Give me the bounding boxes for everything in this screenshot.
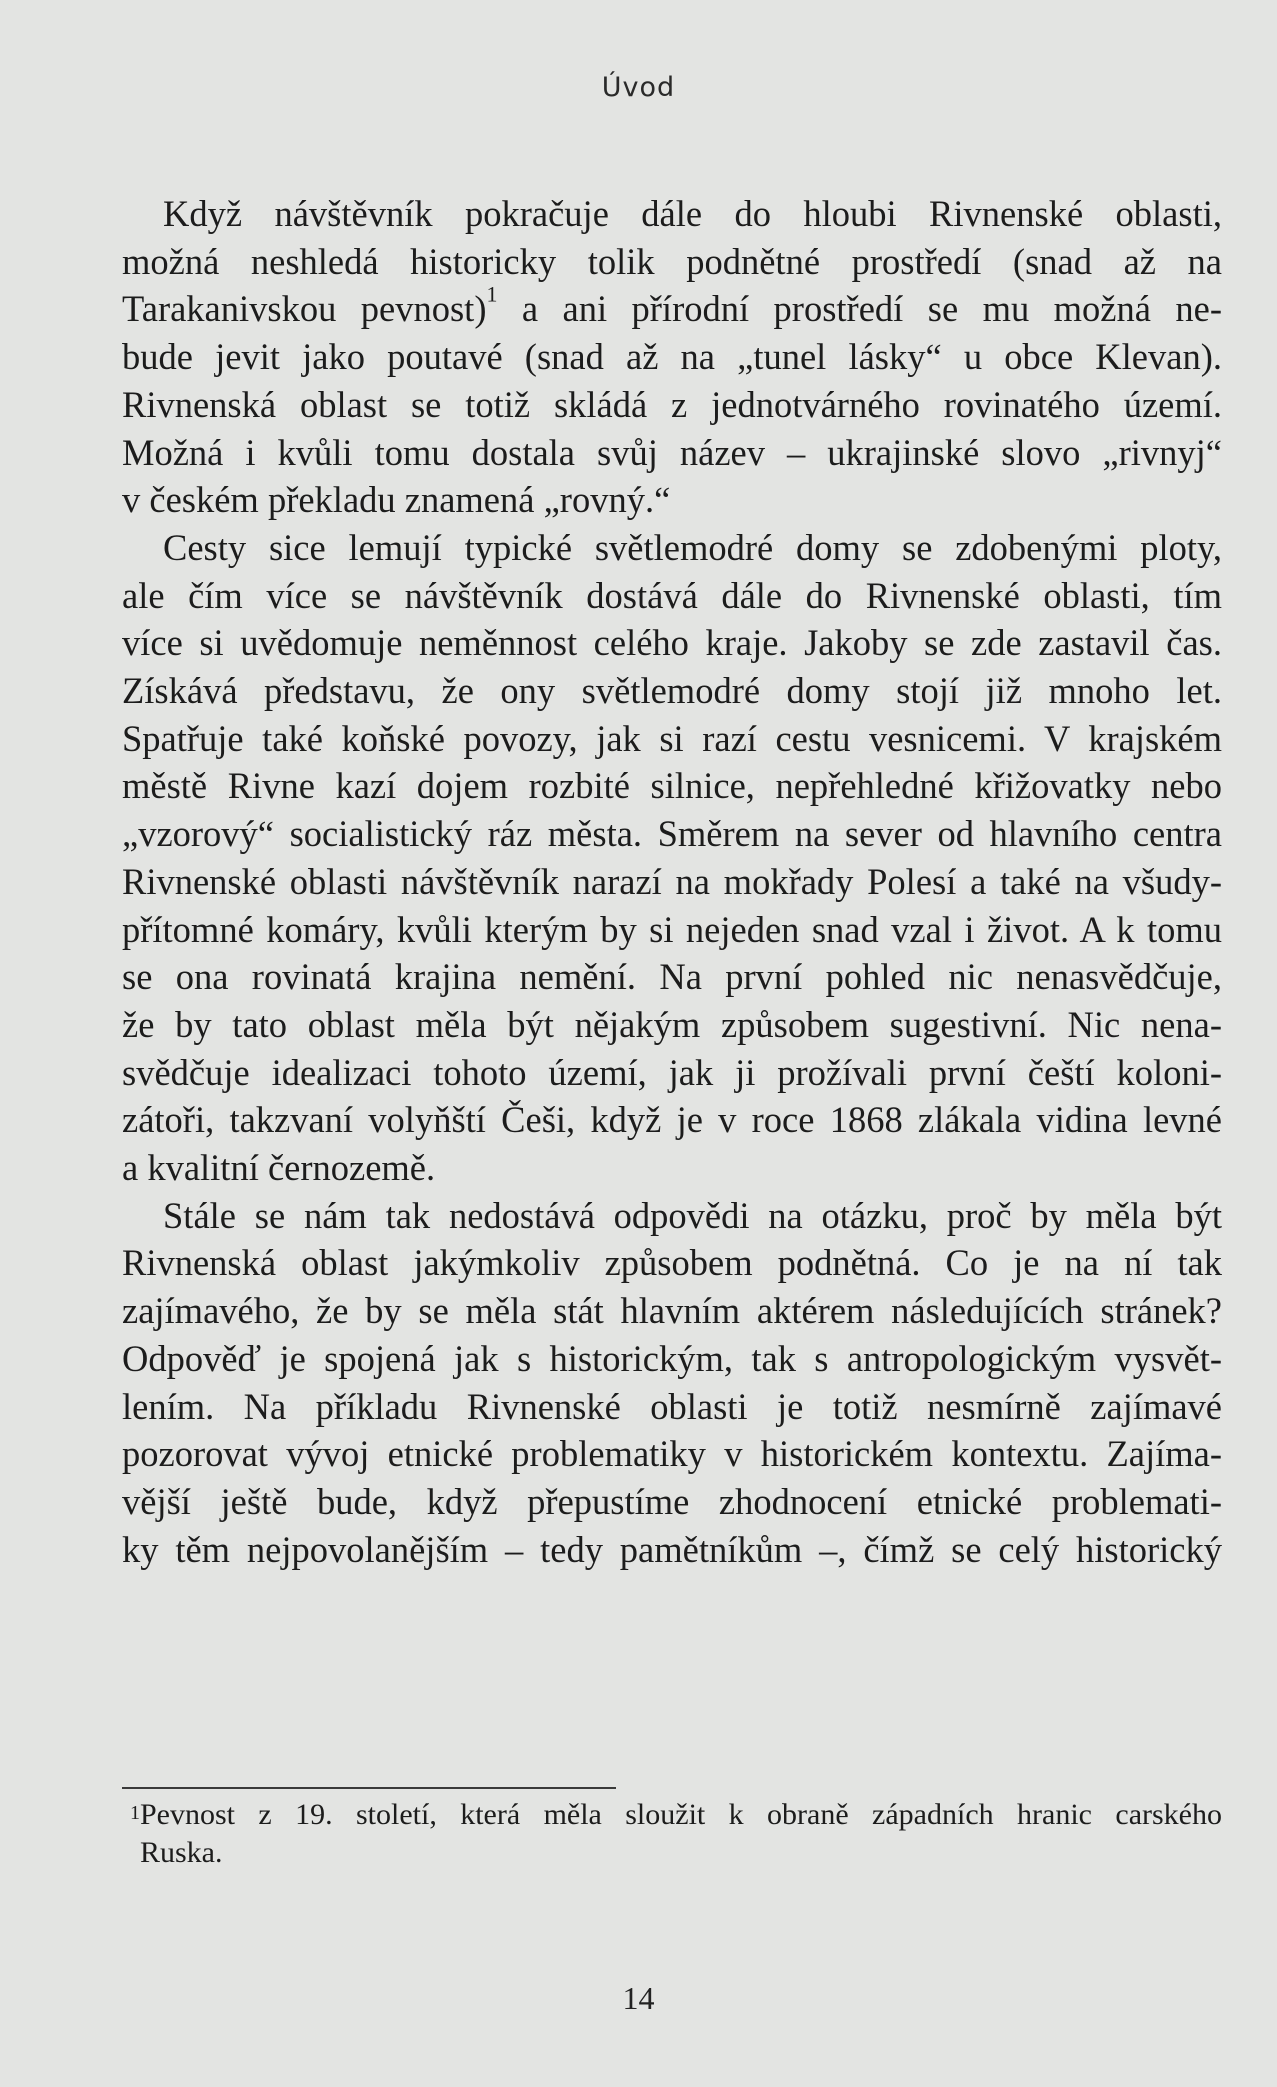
text-line-content: Rivnenské oblasti návštěvník narazí na mokřady Polesí a také na všudy- (122, 860, 1222, 902)
text-line-content: více si uvědomuje neměnnost celého kraje. Jakoby se zde zastavil čas. (122, 622, 1222, 664)
text-line (122, 953, 1222, 1001)
text-line (122, 858, 1222, 906)
text-line-content: se ona rovinatá krajina nemění. Na první pohled nic nenasvědčuje, (122, 956, 1222, 998)
text-line-content: Rivnenská oblast se totiž skládá z jednotvárného rovinatého území. (122, 383, 1222, 425)
text-line-content: Odpověď je spojená jak s historickým, tak s antropologickým vysvět- (122, 1337, 1222, 1379)
body-text (122, 190, 1222, 1573)
text-line (122, 1430, 1222, 1478)
footnote-line: Ruska. (140, 1836, 223, 1869)
text-line-content: Získává představu, že ony světlemodré domy stojí již mnoho let. (122, 670, 1222, 712)
footnote-marker: 1 (130, 1802, 140, 1824)
text-line-content: Stále se nám tak nedostává odpovědi na otázku, proč by měla být (163, 1194, 1222, 1236)
text-line-content: že by tato oblast měla být nějakým způsobem sugestivní. Nic nena- (122, 1003, 1222, 1045)
text-line (122, 1335, 1222, 1383)
text-line (122, 762, 1222, 810)
text-line (122, 476, 1222, 524)
text-line-content: svědčuje idealizaci tohoto území, jak ji prožívali první čeští koloni- (122, 1051, 1222, 1093)
text-line (122, 906, 1222, 954)
text-line-content: městě Rivne kazí dojem rozbité silnice, nepřehledné křižovatky nebo (122, 765, 1222, 807)
text-line-content: zajímavého, že by se měla stát hlavním aktérem následujících stránek? (122, 1290, 1222, 1332)
text-line (122, 333, 1222, 381)
footnote-line: Pevnost z 19. století, která měla sloužit k obraně západních hranic carského (140, 1798, 1222, 1831)
text-line-content: Tarakanivskou pevnost) (122, 288, 487, 330)
text-line-content: a kvalitní černozemě. (122, 1147, 436, 1189)
text-line-content: v českém překladu znamená „rovný.“ (122, 479, 671, 521)
text-line (122, 381, 1222, 429)
text-line-content: vější ještě bude, když přepustíme zhodnocení etnické problemati- (122, 1480, 1222, 1522)
text-line-content: lením. Na příkladu Rivnenské oblasti je totiž nesmírně zajímavé (122, 1385, 1222, 1427)
text-line-content: možná neshledá historicky tolik podnětné prostředí (snad až na (122, 240, 1222, 282)
footnote-text (140, 1796, 1222, 1872)
text-line-content: zátoři, takzvaní volyňští Češi, když je v roce 1868 zlákala vidina levné (122, 1099, 1222, 1141)
text-line (122, 619, 1222, 667)
text-line (122, 1096, 1222, 1144)
text-line-content: Spatřuje také koňské povozy, jak si razí cestu vesnicemi. V krajském (122, 717, 1222, 759)
text-line (122, 1526, 1222, 1574)
text-line (122, 429, 1222, 477)
text-line (122, 1478, 1222, 1526)
page-number: 14 (622, 1980, 655, 2016)
text-line (122, 810, 1222, 858)
text-line (122, 238, 1222, 286)
text-line (122, 1049, 1222, 1097)
text-line (122, 524, 1222, 572)
text-line (122, 1192, 1222, 1240)
text-line (122, 1287, 1222, 1335)
text-line (122, 1239, 1222, 1287)
text-line-content: ky těm nejpovolanějším – tedy pamětníkům –, čímž se celý historický (122, 1528, 1222, 1570)
text-line (122, 572, 1222, 620)
text-line-content: Možná i kvůli tomu dostala svůj název – ukrajinské slovo „rivnyj“ (122, 431, 1222, 473)
text-line (122, 1144, 1222, 1192)
text-line (122, 190, 1222, 238)
footnote-reference: 1 (486, 281, 498, 307)
text-line-content: bude jevit jako poutavé (snad až na „tunel lásky“ u obce Klevan). (122, 336, 1222, 378)
text-line (122, 281, 1222, 333)
text-line-content: a ani přírodní prostředí se mu možná ne- (497, 288, 1222, 330)
text-line (122, 1001, 1222, 1049)
running-head: Úvod (601, 72, 676, 103)
text-line (122, 715, 1222, 763)
text-line (122, 667, 1222, 715)
text-line-content: Když návštěvník pokračuje dále do hloubi Rivnenské oblasti, (163, 193, 1222, 234)
text-line-content: ale čím více se návštěvník dostává dále do Rivnenské oblasti, tím (122, 574, 1222, 616)
text-line (122, 1383, 1222, 1431)
text-line-content: „vzorový“ socialistický ráz města. Směrem na sever od hlavního centra (122, 813, 1222, 855)
footnote (122, 1796, 1222, 1872)
text-line-content: pozorovat vývoj etnické problematiky v historickém kontextu. Zajíma- (122, 1433, 1222, 1475)
text-line-content: přítomné komáry, kvůli kterým by si nejeden snad vzal i život. A k tomu (122, 908, 1222, 950)
footnote-divider (122, 1787, 616, 1789)
text-line-content: Cesty sice lemují typické světlemodré domy se zdobenými ploty, (163, 526, 1222, 568)
text-line-content: Rivnenská oblast jakýmkoliv způsobem podnětná. Co je na ní tak (122, 1242, 1222, 1284)
